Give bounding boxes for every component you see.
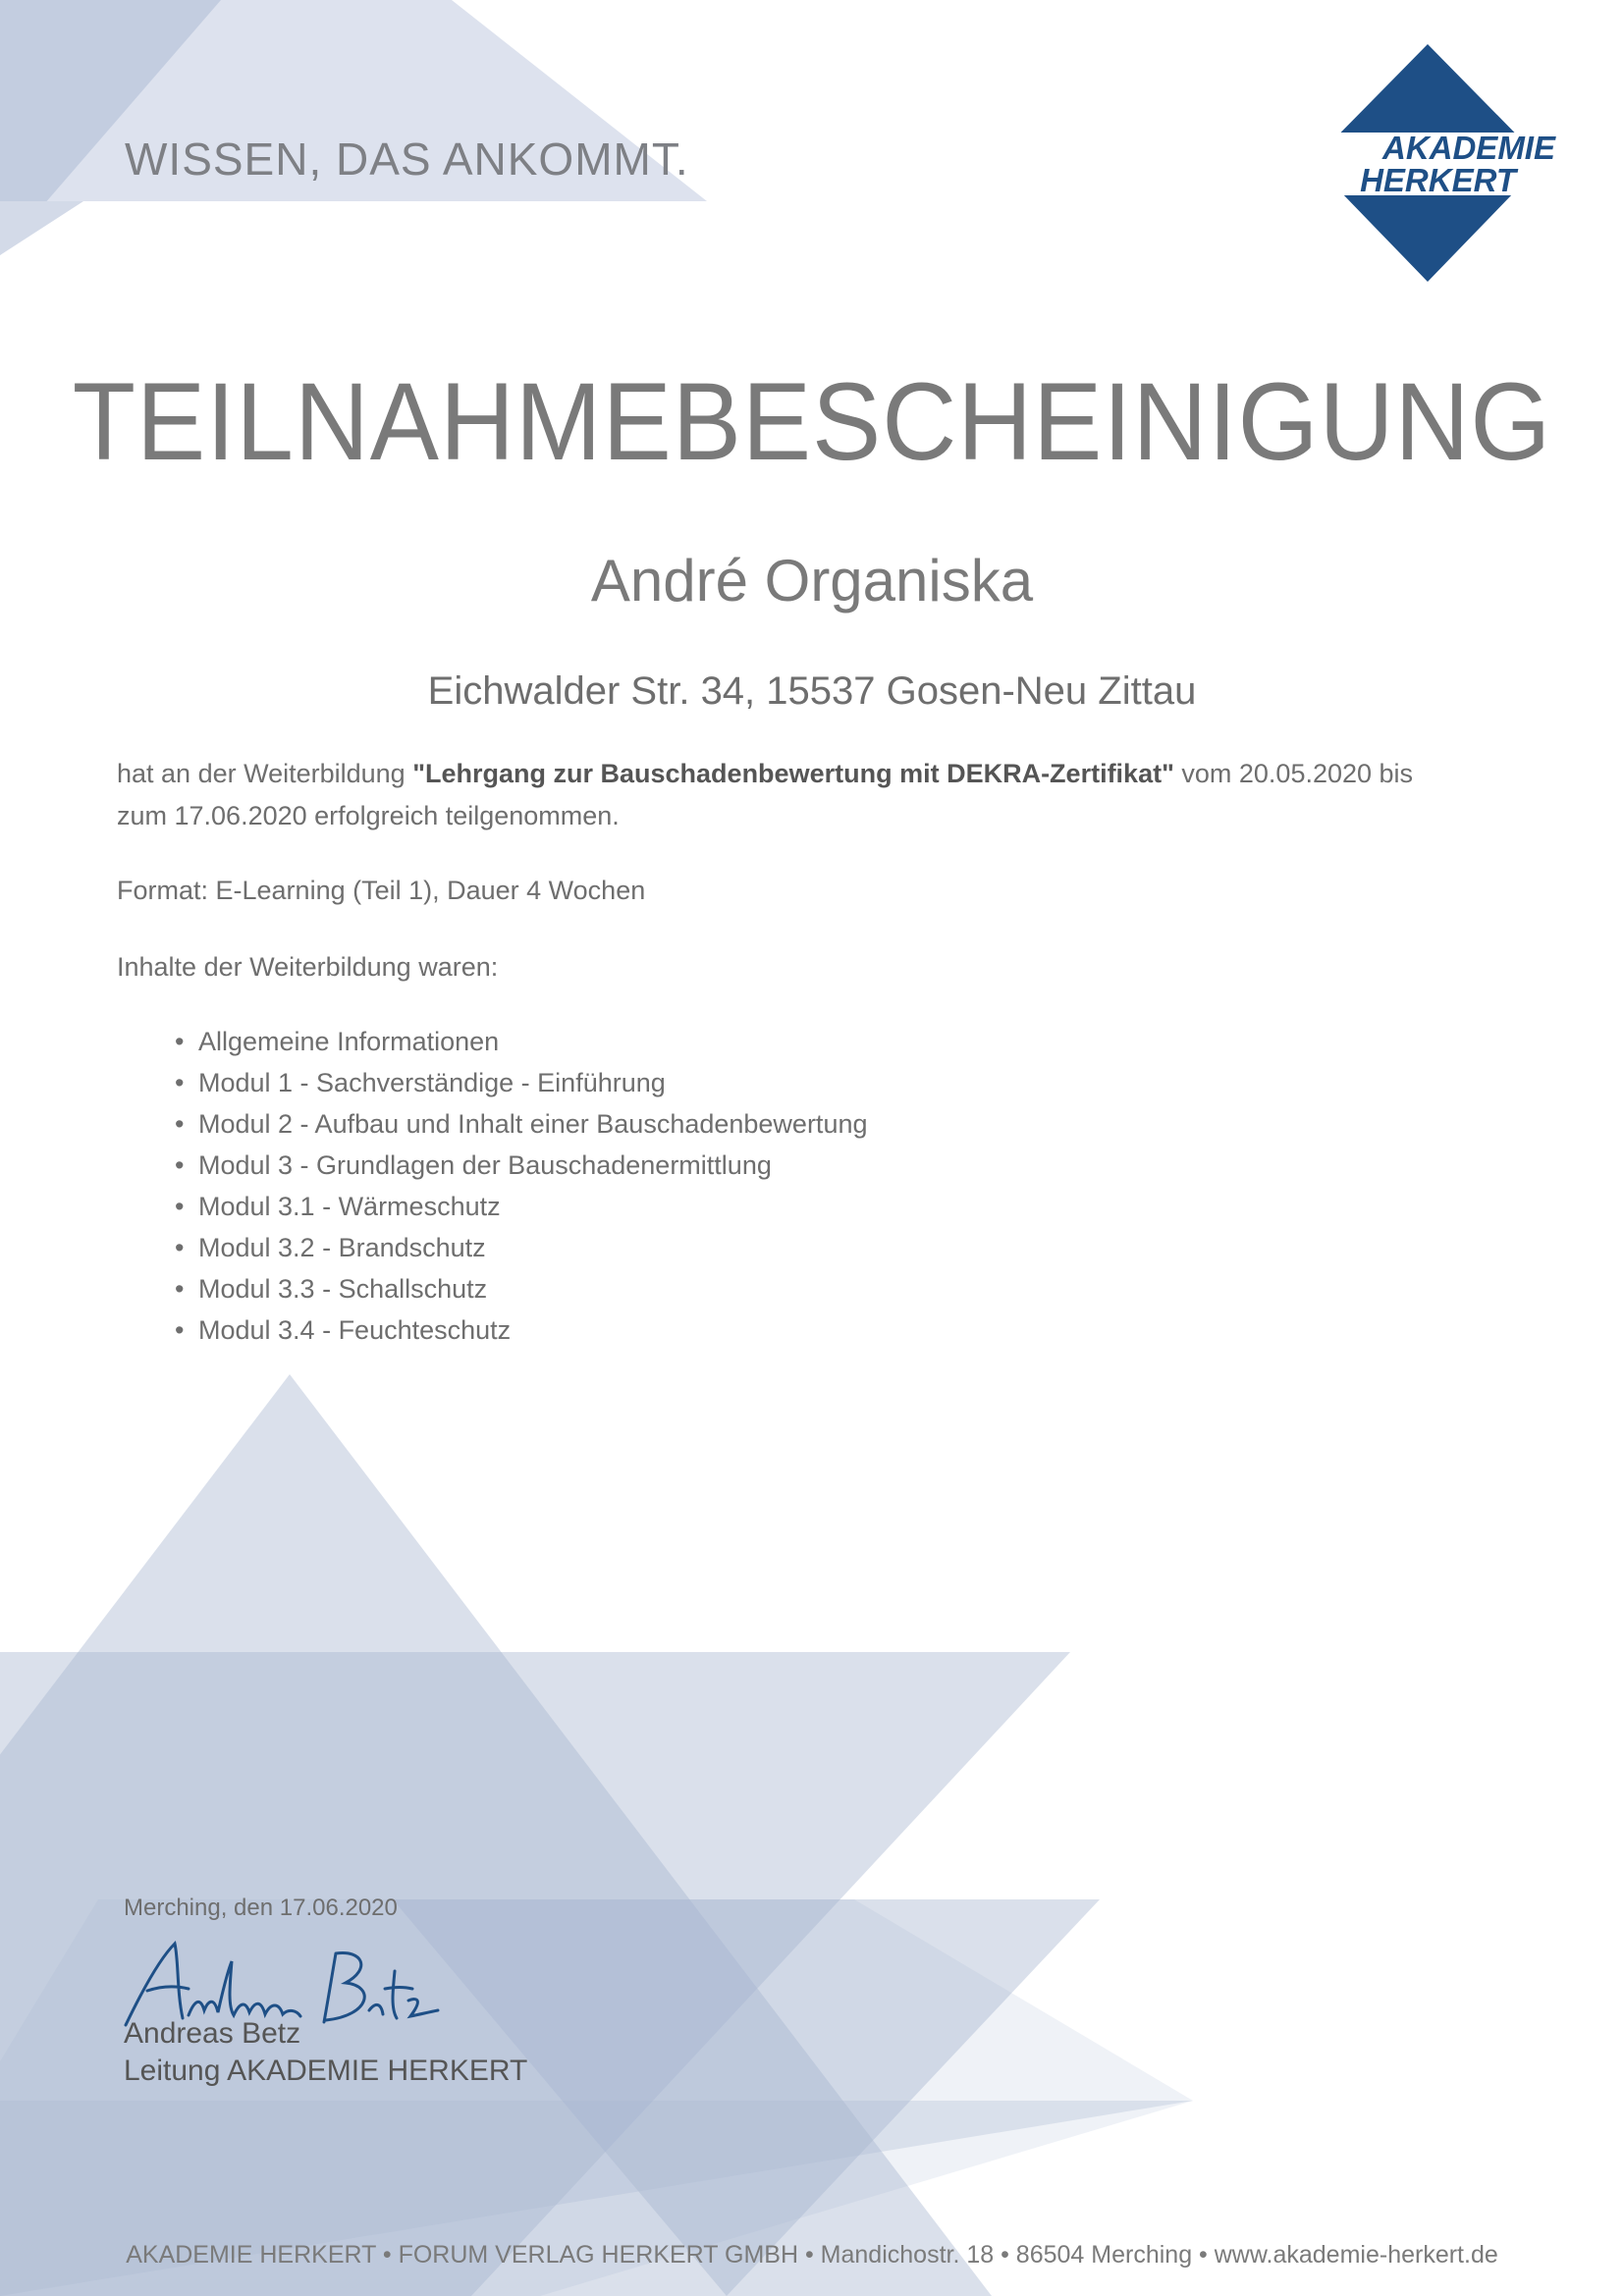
course-title: "Lehrgang zur Bauschadenbewertung mit DEKRA-Zertifikat" — [412, 759, 1174, 788]
list-item — [175, 1186, 868, 1227]
contents-heading: Inhalte der Weiterbildung waren: — [117, 952, 499, 982]
bullet: • — [175, 1109, 185, 1139]
akademie-herkert-logo — [1318, 44, 1563, 285]
list-item — [175, 1309, 868, 1351]
certificate-title: TEILNAHMEBESCHEINIGUNG — [72, 360, 1552, 483]
participation-statement — [117, 753, 1452, 837]
module-label: Modul 3.4 - Feuchteschutz — [198, 1315, 512, 1345]
bullet: • — [175, 1068, 185, 1097]
logo-text-line2: HERKERT — [1360, 162, 1516, 198]
logo-text-line1: AKADEMIE — [1381, 130, 1555, 166]
list-item — [175, 1103, 868, 1145]
bullet: • — [175, 1315, 185, 1345]
module-list — [175, 1021, 868, 1351]
bullet: • — [175, 1274, 185, 1304]
bullet: • — [175, 1192, 185, 1221]
intro-prefix: hat an der Weiterbildung — [117, 759, 413, 788]
module-label: Modul 3 - Grundlagen der Bauschadenermittlung — [198, 1150, 772, 1180]
module-label: Modul 3.1 - Wärmeschutz — [198, 1192, 501, 1221]
module-label: Allgemeine Informationen — [198, 1027, 500, 1056]
bullet: • — [175, 1150, 185, 1180]
intro-suffix: vom 20.05.2020 bis zum 17.06.2020 erfolgreich teilgenommen. — [117, 759, 1414, 830]
bullet: • — [175, 1027, 185, 1056]
module-label: Modul 1 - Sachverständige - Einführung — [198, 1068, 666, 1097]
participant-address: Eichwalder Str. 34, 15537 Gosen-Neu Zittau — [427, 669, 1197, 713]
tagline: WISSEN, DAS ANKOMMT. — [125, 133, 689, 185]
signer-block — [124, 2015, 527, 2090]
list-item — [175, 1268, 868, 1309]
signer-name: Andreas Betz — [124, 2017, 301, 2050]
module-label: Modul 3.3 - Schallschutz — [198, 1274, 488, 1304]
course-format: Format: E-Learning (Teil 1), Dauer 4 Wochen — [117, 876, 646, 905]
module-label: Modul 3.2 - Brandschutz — [198, 1233, 486, 1262]
module-label: Modul 2 - Aufbau und Inhalt einer Bauschadenbewertung — [198, 1109, 868, 1139]
bullet: • — [175, 1233, 185, 1262]
signer-role: Leitung AKADEMIE HERKERT — [124, 2055, 528, 2087]
list-item — [175, 1062, 868, 1103]
place-date: Merching, den 17.06.2020 — [124, 1895, 398, 1921]
participant-name: André Organiska — [590, 548, 1034, 614]
list-item — [175, 1021, 868, 1062]
list-item — [175, 1227, 868, 1268]
list-item — [175, 1145, 868, 1186]
footer-address: AKADEMIE HERKERT • FORUM VERLAG HERKERT GMBH • Mandichostr. 18 • 86504 Merching • www.akademie-herkert.de — [126, 2241, 1498, 2269]
top-left-triangle-fade — [0, 201, 83, 255]
